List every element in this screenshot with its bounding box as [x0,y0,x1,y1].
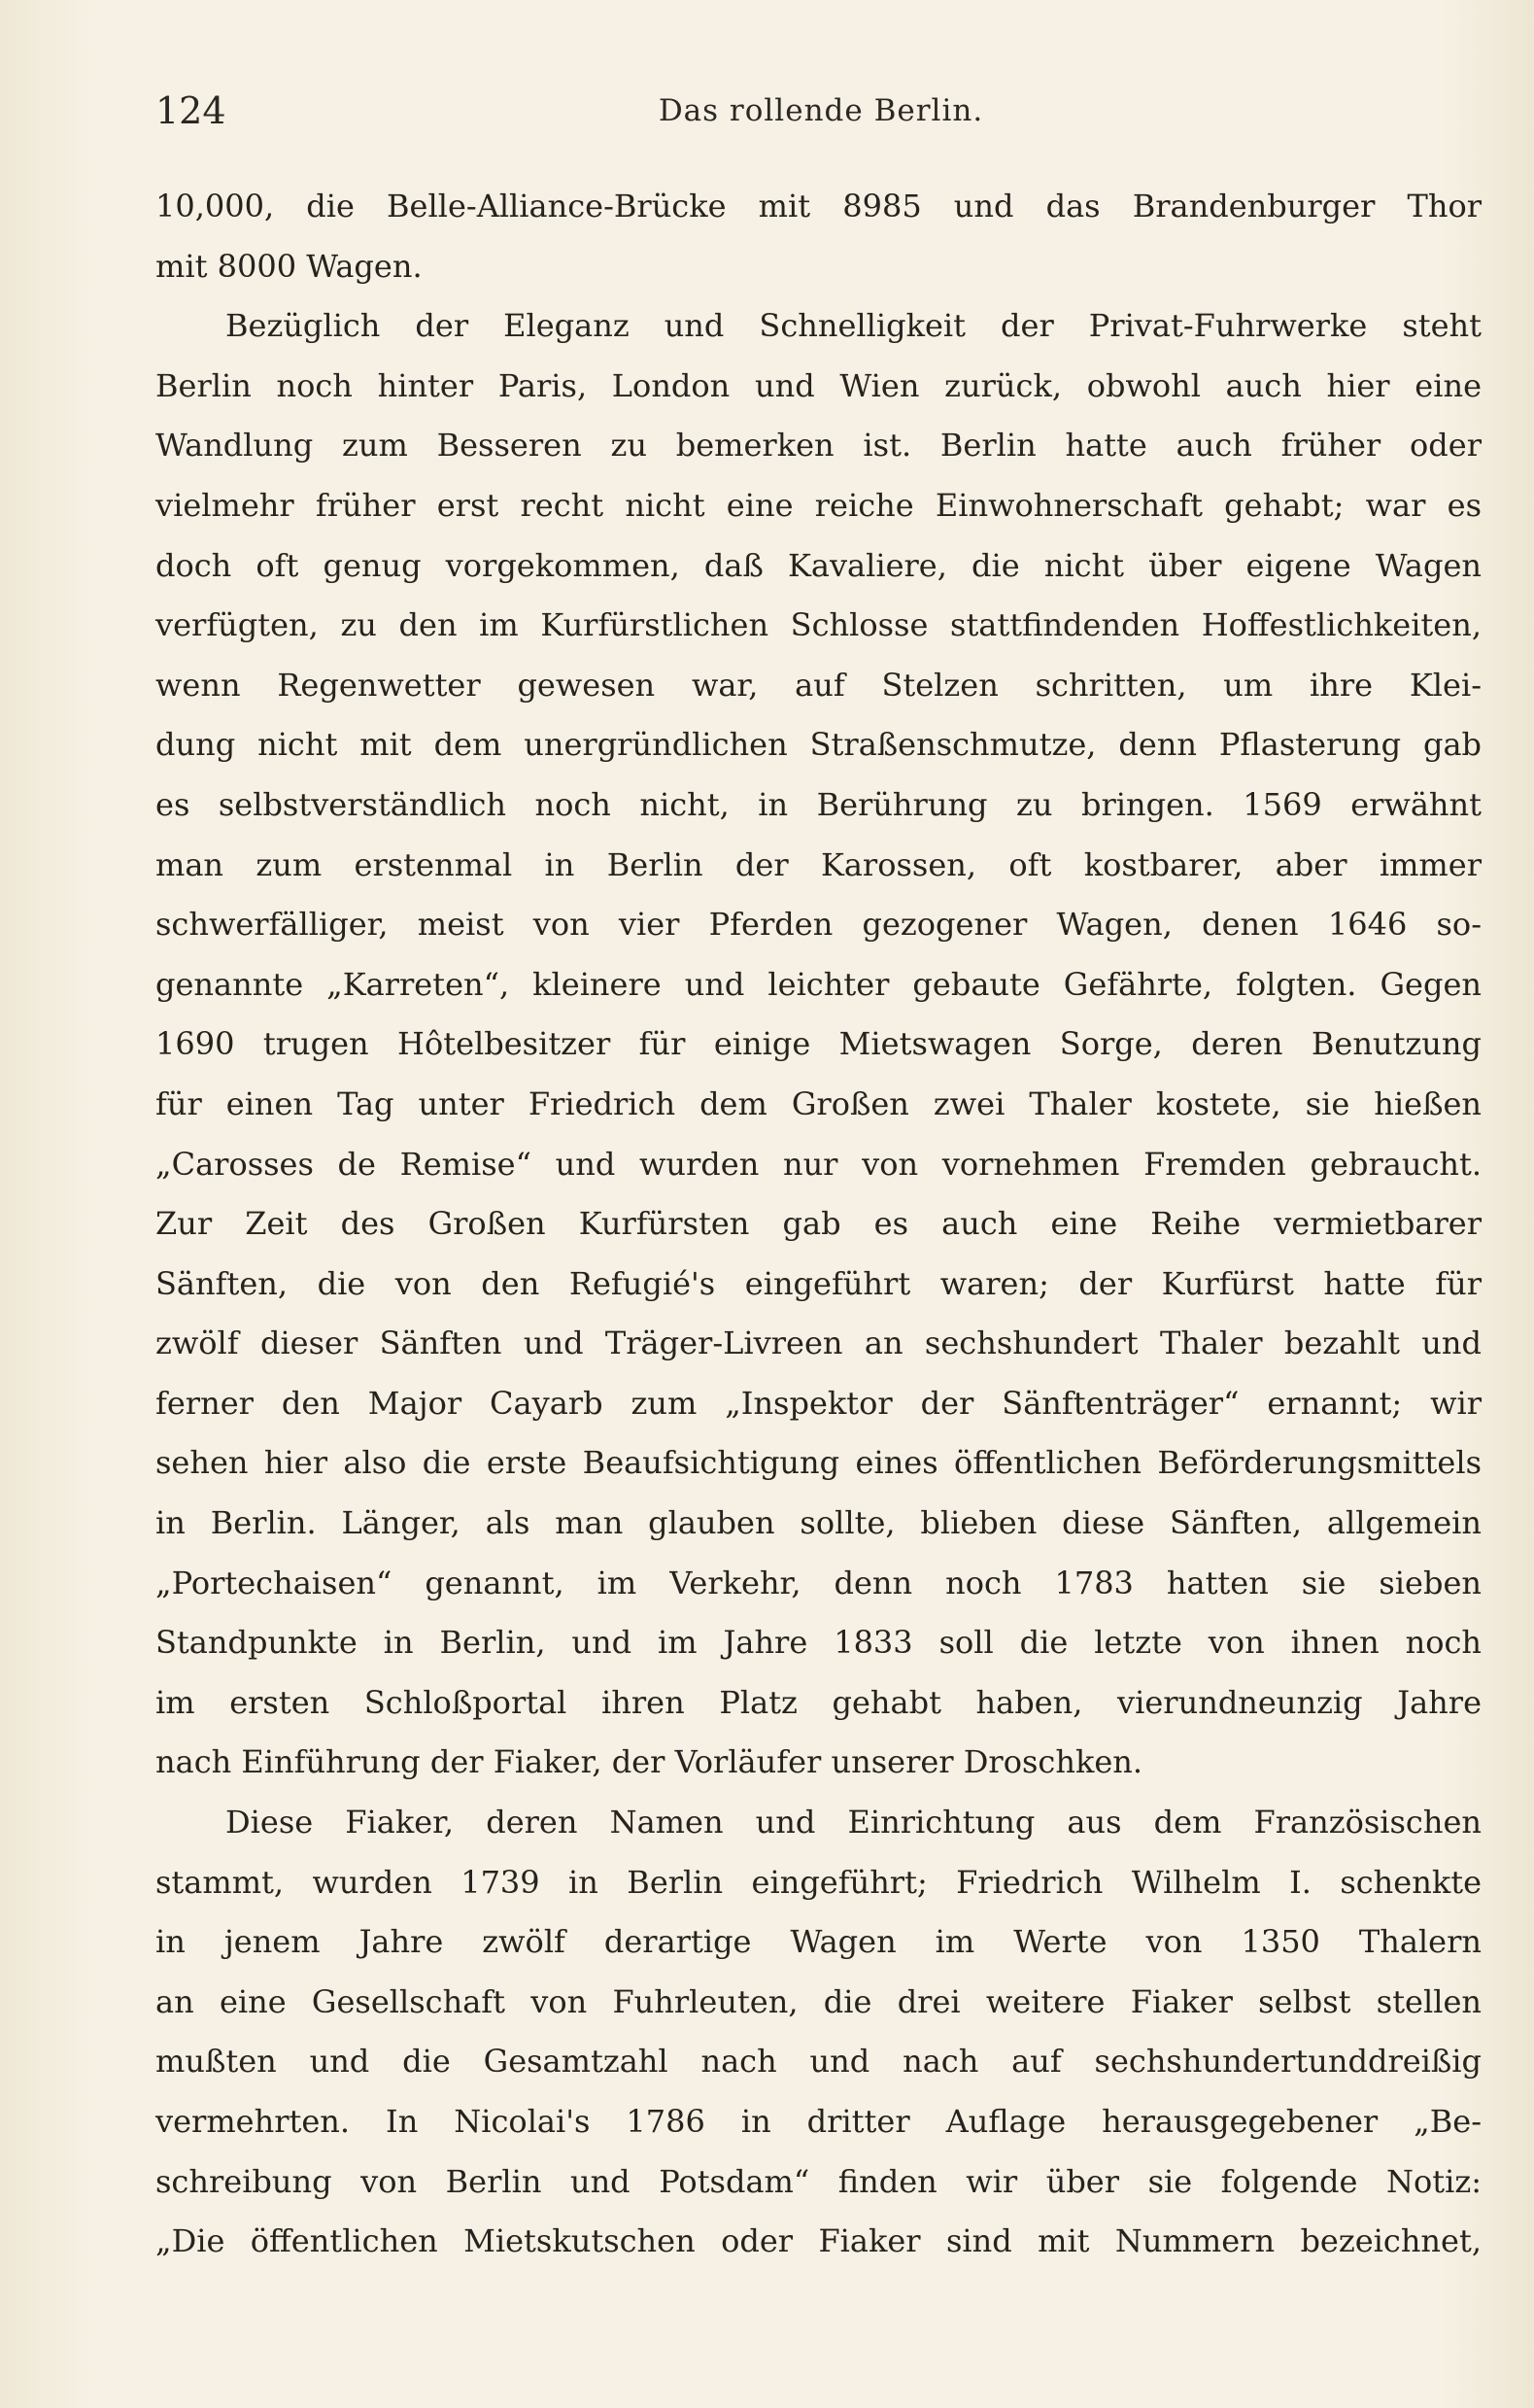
body-text [155,177,1482,2272]
text-line: dung nicht mit dem unergründlichen Straßenschmutze, denn Pflasterung gab [155,726,1482,764]
text-line: „Portechaisen“ genannt, im Verkehr, denn noch 1783 hatten sie sieben [155,1564,1482,1601]
text-line: Berlin noch hinter Paris, London und Wien zurück, obwohl auch hier eine [155,366,1482,404]
text-line: stammt, wurden 1739 in Berlin eingeführt; Friedrich Wilhelm I. schenkte [155,1863,1482,1901]
text-line: Diese Fiaker, deren Namen und Einrichtung aus dem Französischen [225,1804,1482,1841]
page-header [155,89,1486,148]
text-line: mit 8000 Wagen. [155,247,423,285]
text-line: „Carosses de Remise“ und wurden nur von vornehmen Fremden gebraucht. [155,1145,1482,1183]
text-line: es selbstverständlich noch nicht, in Berührung zu bringen. 1569 erwähnt [155,785,1482,823]
text-line: für einen Tag unter Friedrich dem Großen zwei Thaler kostete, sie hießen [155,1084,1482,1122]
text-line: in Berlin. Länger, als man glauben sollte, blieben diese Sänften, allgemein [155,1504,1482,1542]
text-line: 1690 trugen Hôtelbesitzer für einige Mietswagen Sorge, deren Benutzung [155,1025,1482,1063]
page-number: 124 [155,89,226,132]
text-line: nach Einführung der Fiaker, der Vorläufer unserer Droschken. [155,1743,1143,1781]
text-line: genannte „Karreten“, kleinere und leichter gebaute Gefährte, folgten. Gegen [155,965,1482,1003]
text-line: man zum erstenmal in Berlin der Karossen, oft kostbarer, aber immer [155,845,1482,883]
text-line: Standpunkte in Berlin, und im Jahre 1833 soll die letzte von ihnen noch [155,1624,1482,1662]
text-line: Zur Zeit des Großen Kurfürsten gab es auch eine Reihe vermietbarer [155,1205,1482,1243]
text-line: an eine Gesellschaft von Fuhrleuten, die drei weitere Fiaker selbst stellen [155,1982,1482,2020]
text-line: wenn Regenwetter gewesen war, auf Stelzen schritten, um ihre Klei- [155,666,1482,704]
text-line: schreibung von Berlin und Potsdam“ finden wir über sie folgende Notiz: [155,2162,1482,2200]
text-line: sehen hier also die erste Beaufsichtigung eines öffentlichen Beförderungsmittels [155,1444,1482,1482]
text-line: „Die öffentlichen Mietskutschen oder Fiaker sind mit Nummern bezeichnet, [155,2222,1482,2260]
text-line: in jenem Jahre zwölf derartige Wagen im Werte von 1350 Thalern [155,1923,1482,1961]
text-line: vielmehr früher erst recht nicht eine reiche Einwohnerschaft gehabt; war es [155,486,1482,524]
text-line: zwölf dieser Sänften und Träger-Livreen an sechshundert Thaler bezahlt und [155,1324,1482,1362]
text-line: doch oft genug vorgekommen, daß Kavaliere, die nicht über eigene Wagen [155,546,1482,584]
text-line: ferner den Major Cayarb zum „Inspektor der Sänftenträger“ ernannt; wir [155,1384,1482,1422]
running-title: Das rollende Berlin. [658,93,984,128]
text-line: vermehrten. In Nicolai's 1786 in dritter Auflage herausgegebener „Be- [155,2103,1482,2140]
text-line: mußten und die Gesamtzahl nach und nach auf sechshundertunddreißig [155,2043,1482,2081]
text-line: verfügten, zu den im Kurfürstlichen Schlosse stattfindenden Hoffestlichkeiten, [155,606,1482,644]
text-line: im ersten Schloßportal ihren Platz gehabt haben, vierundneunzig Jahre [155,1683,1482,1721]
text-line: Wandlung zum Besseren zu bemerken ist. Berlin hatte auch früher oder [155,427,1482,464]
text-line: Sänften, die von den Refugié's eingeführt waren; der Kurfürst hatte für [155,1264,1482,1302]
text-line: 10,000, die Belle-Alliance-Brücke mit 8985 und das Brandenburger Thor [155,188,1482,224]
text-line: schwerfälliger, meist von vier Pferden gezogener Wagen, denen 1646 so- [155,906,1482,944]
text-line: Bezüglich der Eleganz und Schnelligkeit der Privat-Fuhrwerke steht [225,307,1482,345]
